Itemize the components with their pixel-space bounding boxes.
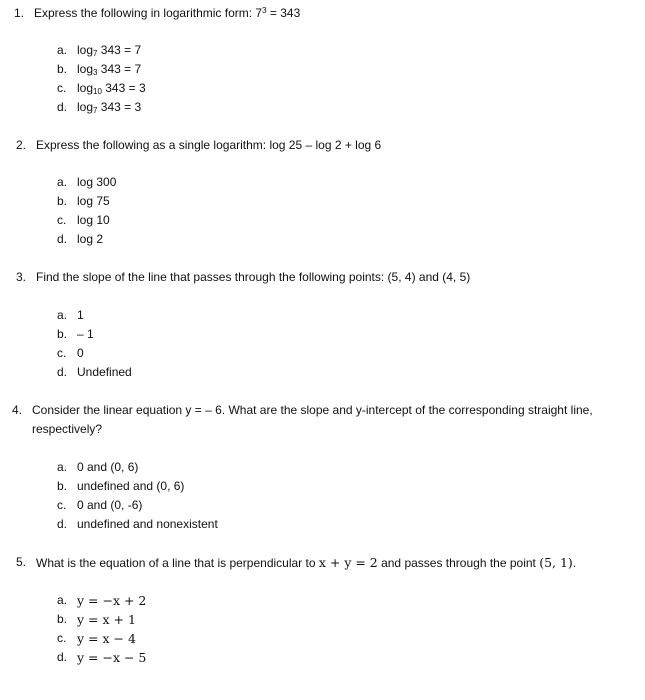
- question-text-part: What is the equation of a line that is perpendicular to: [36, 556, 319, 570]
- option-letter: c.: [57, 498, 67, 512]
- answer-option[interactable]: [57, 192, 116, 211]
- option-letter: a.: [57, 308, 68, 322]
- point: (5, 1): [539, 555, 573, 570]
- question-number: 1.: [14, 6, 25, 20]
- answer-option[interactable]: [57, 306, 132, 325]
- option-letter: b.: [57, 194, 68, 208]
- answer-option[interactable]: [57, 325, 132, 344]
- option-letter: a.: [57, 43, 68, 57]
- question-text: [34, 4, 300, 23]
- option-text: log 2: [77, 232, 104, 246]
- question-3-header: [16, 268, 470, 287]
- option-text: 0: [77, 346, 84, 360]
- option-base: 7: [93, 106, 98, 115]
- answer-option[interactable]: [57, 363, 132, 382]
- option-log: log: [77, 81, 94, 95]
- option-log: log: [77, 43, 94, 57]
- option-value: 343 = 7: [97, 62, 142, 76]
- option-letter: a.: [57, 593, 68, 607]
- option-letter: c.: [57, 346, 67, 360]
- expression-exponent: 3: [262, 6, 267, 15]
- question-1-header: [14, 4, 300, 23]
- option-value: 343 = 3: [97, 100, 142, 114]
- equation: x + y = 2: [318, 555, 378, 570]
- question-text-part: and passes through the point: [377, 556, 540, 570]
- option-letter: c.: [57, 81, 67, 95]
- option-letter: d.: [57, 100, 68, 114]
- option-text: Undefined: [77, 365, 132, 379]
- answer-option[interactable]: [57, 515, 218, 534]
- option-letter: d.: [57, 232, 68, 246]
- question-text-part: .: [572, 556, 577, 570]
- question-4-header: [12, 401, 622, 439]
- option-text: [77, 60, 141, 79]
- option-letter: c.: [57, 631, 67, 645]
- question-text: [36, 553, 576, 573]
- answer-option[interactable]: [57, 458, 218, 477]
- option-text: log 10: [77, 213, 110, 227]
- option-text: [77, 41, 141, 60]
- answer-option[interactable]: [57, 173, 116, 192]
- answer-option[interactable]: [57, 98, 146, 117]
- question-text: Find the slope of the line that passes through the following points: (5, 4) and (4, 5): [36, 270, 471, 284]
- answer-option[interactable]: [57, 230, 116, 249]
- option-letter: d.: [57, 365, 68, 379]
- option-text: [77, 79, 146, 98]
- answer-option[interactable]: [57, 648, 146, 667]
- question-text-part: Express the following in logarithmic form:: [34, 6, 256, 20]
- answer-option[interactable]: [57, 496, 218, 515]
- answer-option[interactable]: [57, 41, 146, 60]
- option-text: [77, 98, 141, 117]
- option-letter: c.: [57, 213, 67, 227]
- question-text: Consider the linear equation y = – 6. What are the slope and y-intercept of the corresponding straight line, respectively?: [32, 403, 593, 436]
- option-log: log: [77, 100, 94, 114]
- option-text: y = −x − 5: [77, 650, 147, 665]
- answer-option[interactable]: [57, 344, 132, 363]
- option-text: y = x + 1: [77, 612, 136, 627]
- answer-option[interactable]: [57, 79, 146, 98]
- answer-options: [57, 41, 146, 117]
- option-letter: d.: [57, 650, 68, 664]
- option-base: 10: [93, 87, 102, 96]
- option-text: undefined and (0, 6): [77, 479, 185, 493]
- option-value: 343 = 7: [97, 43, 142, 57]
- expression-base: 7: [255, 6, 263, 20]
- option-value: 343 = 3: [101, 81, 146, 95]
- option-letter: b.: [57, 62, 68, 76]
- option-text: undefined and nonexistent: [77, 517, 218, 531]
- option-log: log: [77, 62, 94, 76]
- answer-option[interactable]: [57, 591, 146, 610]
- answer-options: [57, 591, 146, 667]
- option-letter: b.: [57, 479, 68, 493]
- answer-option[interactable]: [57, 629, 146, 648]
- option-text: y = x − 4: [77, 631, 136, 646]
- option-text: 0 and (0, 6): [77, 460, 139, 474]
- option-base: 3: [93, 68, 98, 77]
- answer-options: [57, 173, 116, 249]
- question-text: Express the following as a single logarithm: log 25 – log 2 + log 6: [36, 138, 382, 152]
- answer-option[interactable]: [57, 610, 146, 629]
- option-text: – 1: [77, 327, 94, 341]
- option-letter: a.: [57, 460, 68, 474]
- option-letter: d.: [57, 517, 68, 531]
- question-number: 5.: [16, 555, 27, 569]
- answer-options: [57, 458, 218, 534]
- option-text: 1: [77, 308, 84, 322]
- answer-option[interactable]: [57, 211, 116, 230]
- question-number: 2.: [16, 138, 27, 152]
- question-5-header: [16, 553, 576, 573]
- question-2-header: [16, 136, 381, 155]
- option-letter: b.: [57, 612, 68, 626]
- answer-option[interactable]: [57, 477, 218, 496]
- option-text: log 75: [77, 194, 110, 208]
- expression-rest: = 343: [266, 6, 301, 20]
- option-text: y = −x + 2: [77, 593, 147, 608]
- question-number: 4.: [12, 403, 23, 417]
- question-number: 3.: [16, 270, 27, 284]
- option-text: log 300: [77, 175, 117, 189]
- answer-option[interactable]: [57, 60, 146, 79]
- option-base: 7: [93, 49, 98, 58]
- option-letter: b.: [57, 327, 68, 341]
- answer-options: [57, 306, 132, 382]
- option-text: 0 and (0, -6): [77, 498, 143, 512]
- option-letter: a.: [57, 175, 68, 189]
